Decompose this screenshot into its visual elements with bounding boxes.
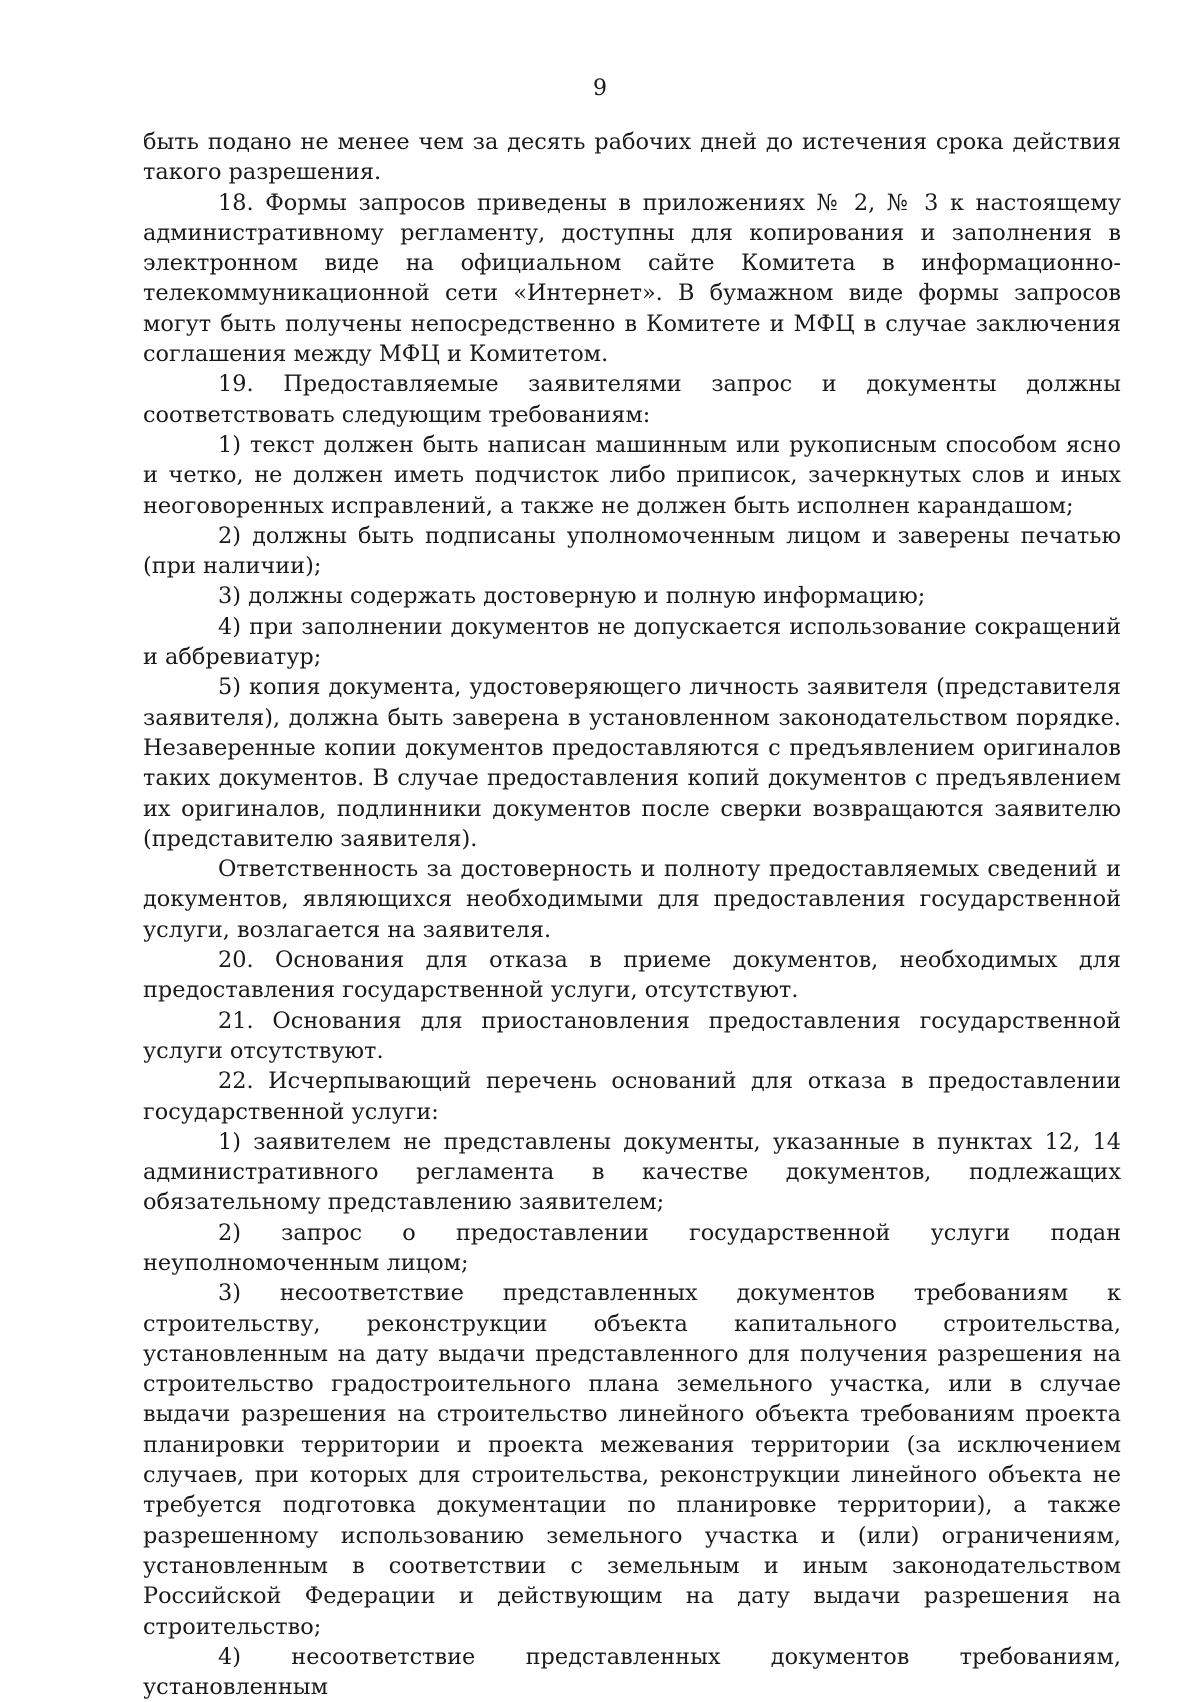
document-body (143, 127, 1121, 1702)
paragraph: 2) запрос о предоставлении государственной услуги подан неуполномоченным лицом; (143, 1219, 1121, 1276)
paragraph: 3) должны содержать достоверную и полную информацию; (218, 583, 926, 610)
paragraph: 1) текст должен быть написан машинным или рукописным способом ясно и четко, не должен иметь подчисток либо приписок, зачеркнутых слов и иных неоговоренных исправлений, а также не должен быть исполнен карандашом; (143, 431, 1121, 519)
paragraph: 21. Основания для приостановления предоставления государственной услуги отсутствуют. (143, 1007, 1121, 1064)
paragraph: 2) должны быть подписаны уполномоченным лицом и заверены печатью (при наличии); (143, 522, 1121, 580)
paragraph: 22. Исчерпывающий перечень оснований для отказа в предоставлении государственной услуги: (143, 1068, 1121, 1125)
paragraph: 20. Основания для отказа в приеме документов, необходимых для предоставления государственной услуги, отсутствуют. (143, 947, 1121, 1004)
paragraph: 4) при заполнении документов не допускается использование сокращений и аббревиатур; (143, 613, 1121, 671)
paragraph: быть подано не менее чем за десять рабочих дней до истечения срока действия такого разрешения. (143, 129, 1121, 186)
paragraph: 19. Предоставляемые заявителями запрос и документы должны соответствовать следующим требованиям: (143, 371, 1121, 428)
paragraph: Ответственность за достоверность и полноту предоставляемых сведений и документов, являющихся необходимыми для предоставления государственной услуги, возлагается на заявителя. (143, 856, 1121, 943)
paragraph: 18. Формы запросов приведены в приложениях № 2, № 3 к настоящему административному регламенту, доступны для копирования и заполнения в электронном виде на официальном сайте Комитета в информационно-телекоммуникационной сети «Интернет». В бумажном виде формы запросов могут быть получены непосредственно в Комитете и МФЦ в случае заключения соглашения между МФЦ и Комитетом. (143, 189, 1121, 368)
paragraph: 3) несоответствие представленных документов требованиям к строительству, реконструкции объекта капитального строительства, установленным на дату выдачи представленного для получения разрешения на строительство градостроительного плана земельного участка, или в случае выдачи разрешения на строительство линейного объекта требованиям проекта планировки территории и проекта межевания территории (за исключением случаев, при которых для строительства, реконструкции линейного объекта не требуется подготовка документации по планировке территории), а также разрешенному использованию земельного участка и (или) ограничениям, установленным в соответствии с земельным и иным законодательством Российской Федерации и действующим на дату выдачи разрешения на строительство; (143, 1280, 1121, 1640)
paragraph: 4) несоответствие представленных документов требованиям, установленным (143, 1643, 1121, 1701)
paragraph: 5) копия документа, удостоверяющего личность заявителя (представителя заявителя), должна быть заверена в установленном законодательством порядке. Незаверенные копии документов предоставляются с предъявлением оригиналов таких документов. В случае предоставления копий документов с предъявлением их оригиналов, подлинники документов после сверки возвращаются заявителю (представителю заявителя). (143, 674, 1121, 852)
paragraph: 1) заявителем не представлены документы, указанные в пунктах 12, 14 административного регламента в качестве документов, подлежащих обязательному представлению заявителем; (143, 1128, 1121, 1216)
page-number: 9 (593, 76, 607, 101)
